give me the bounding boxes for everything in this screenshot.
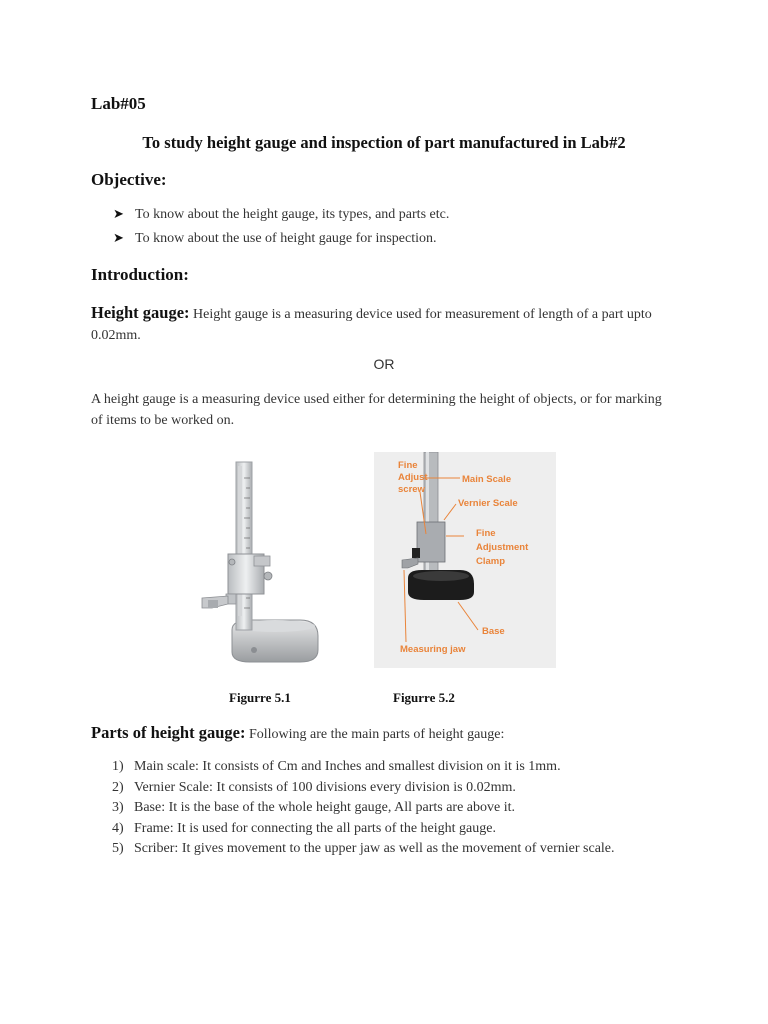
or-separator: OR — [373, 356, 395, 372]
diagram-label: Base — [482, 626, 505, 637]
figure-5-2-caption: Figurre 5.2 — [393, 690, 455, 705]
parts-paragraph — [91, 722, 676, 745]
parts-lead: Parts of height gauge: — [91, 723, 246, 742]
objective-list — [113, 205, 449, 253]
height-gauge-photo — [188, 458, 328, 670]
labeled-height-gauge-diagram — [374, 452, 556, 668]
height-gauge-lead: Height gauge: — [91, 303, 190, 322]
list-item — [112, 820, 615, 841]
height-gauge-text: Height gauge is a measuring device used for measurement of length of a part upto 0.02mm. — [91, 307, 652, 343]
diagram-label: Adjust — [398, 472, 428, 483]
objective-item-text: To know about the use of height gauge for inspection. — [135, 231, 437, 246]
arrow-bullet-icon: ➤ — [113, 206, 124, 221]
figure-5-2-image — [374, 452, 556, 668]
diagram-label: Adjustment — [476, 542, 529, 553]
document-title: To study height gauge and inspection of part manufactured in Lab#2 — [142, 133, 626, 152]
list-number: 1) — [112, 759, 124, 774]
arrow-bullet-icon: ➤ — [113, 230, 124, 245]
diagram-label: Measuring jaw — [400, 644, 466, 655]
diagram-label: Fine — [476, 528, 496, 539]
list-number: 3) — [112, 800, 124, 815]
list-item-text: Base: It is the base of the whole height gauge, All parts are above it. — [134, 800, 516, 815]
list-item — [113, 205, 449, 229]
list-item — [113, 229, 449, 253]
list-item-text: Vernier Scale: It consists of 100 divisions every division is 0.02mm. — [134, 779, 516, 795]
diagram-label: Fine — [398, 460, 418, 471]
list-item-text: Scriber: It gives movement to the upper jaw as well as the movement of vernier scale. — [134, 841, 615, 856]
diagram-label: Main Scale — [462, 474, 512, 485]
lab-number-heading: Lab#05 — [91, 94, 146, 113]
list-item — [112, 758, 615, 779]
figure-5-1-image — [188, 458, 328, 670]
list-item-text: Main scale: It consists of Cm and Inches and smallest division on it is 1mm. — [134, 759, 561, 774]
introduction-heading: Introduction: — [91, 265, 189, 284]
parts-intro-text: Following are the main parts of height gauge: — [248, 727, 505, 742]
list-item-text: Frame: It is used for connecting the all parts of the height gauge. — [134, 820, 496, 836]
objective-heading: Objective: — [91, 170, 167, 189]
objective-item-text: To know about the height gauge, its types, and parts etc. — [135, 207, 450, 222]
height-gauge-paragraph — [91, 302, 676, 346]
diagram-label: screw — [398, 484, 425, 495]
list-number: 2) — [112, 779, 124, 795]
list-item — [112, 840, 615, 861]
list-number: 5) — [112, 841, 124, 856]
list-item — [112, 799, 615, 820]
list-item — [112, 779, 615, 800]
figure-5-1-caption: Figurre 5.1 — [229, 690, 291, 705]
parts-list — [112, 758, 615, 861]
diagram-label: Vernier Scale — [458, 498, 518, 509]
list-number: 4) — [112, 820, 124, 836]
diagram-label: Clamp — [476, 556, 506, 567]
definition-paragraph: A height gauge is a measuring device used either for determining the height of objects, or for marking of items to be worked on. — [91, 392, 662, 428]
